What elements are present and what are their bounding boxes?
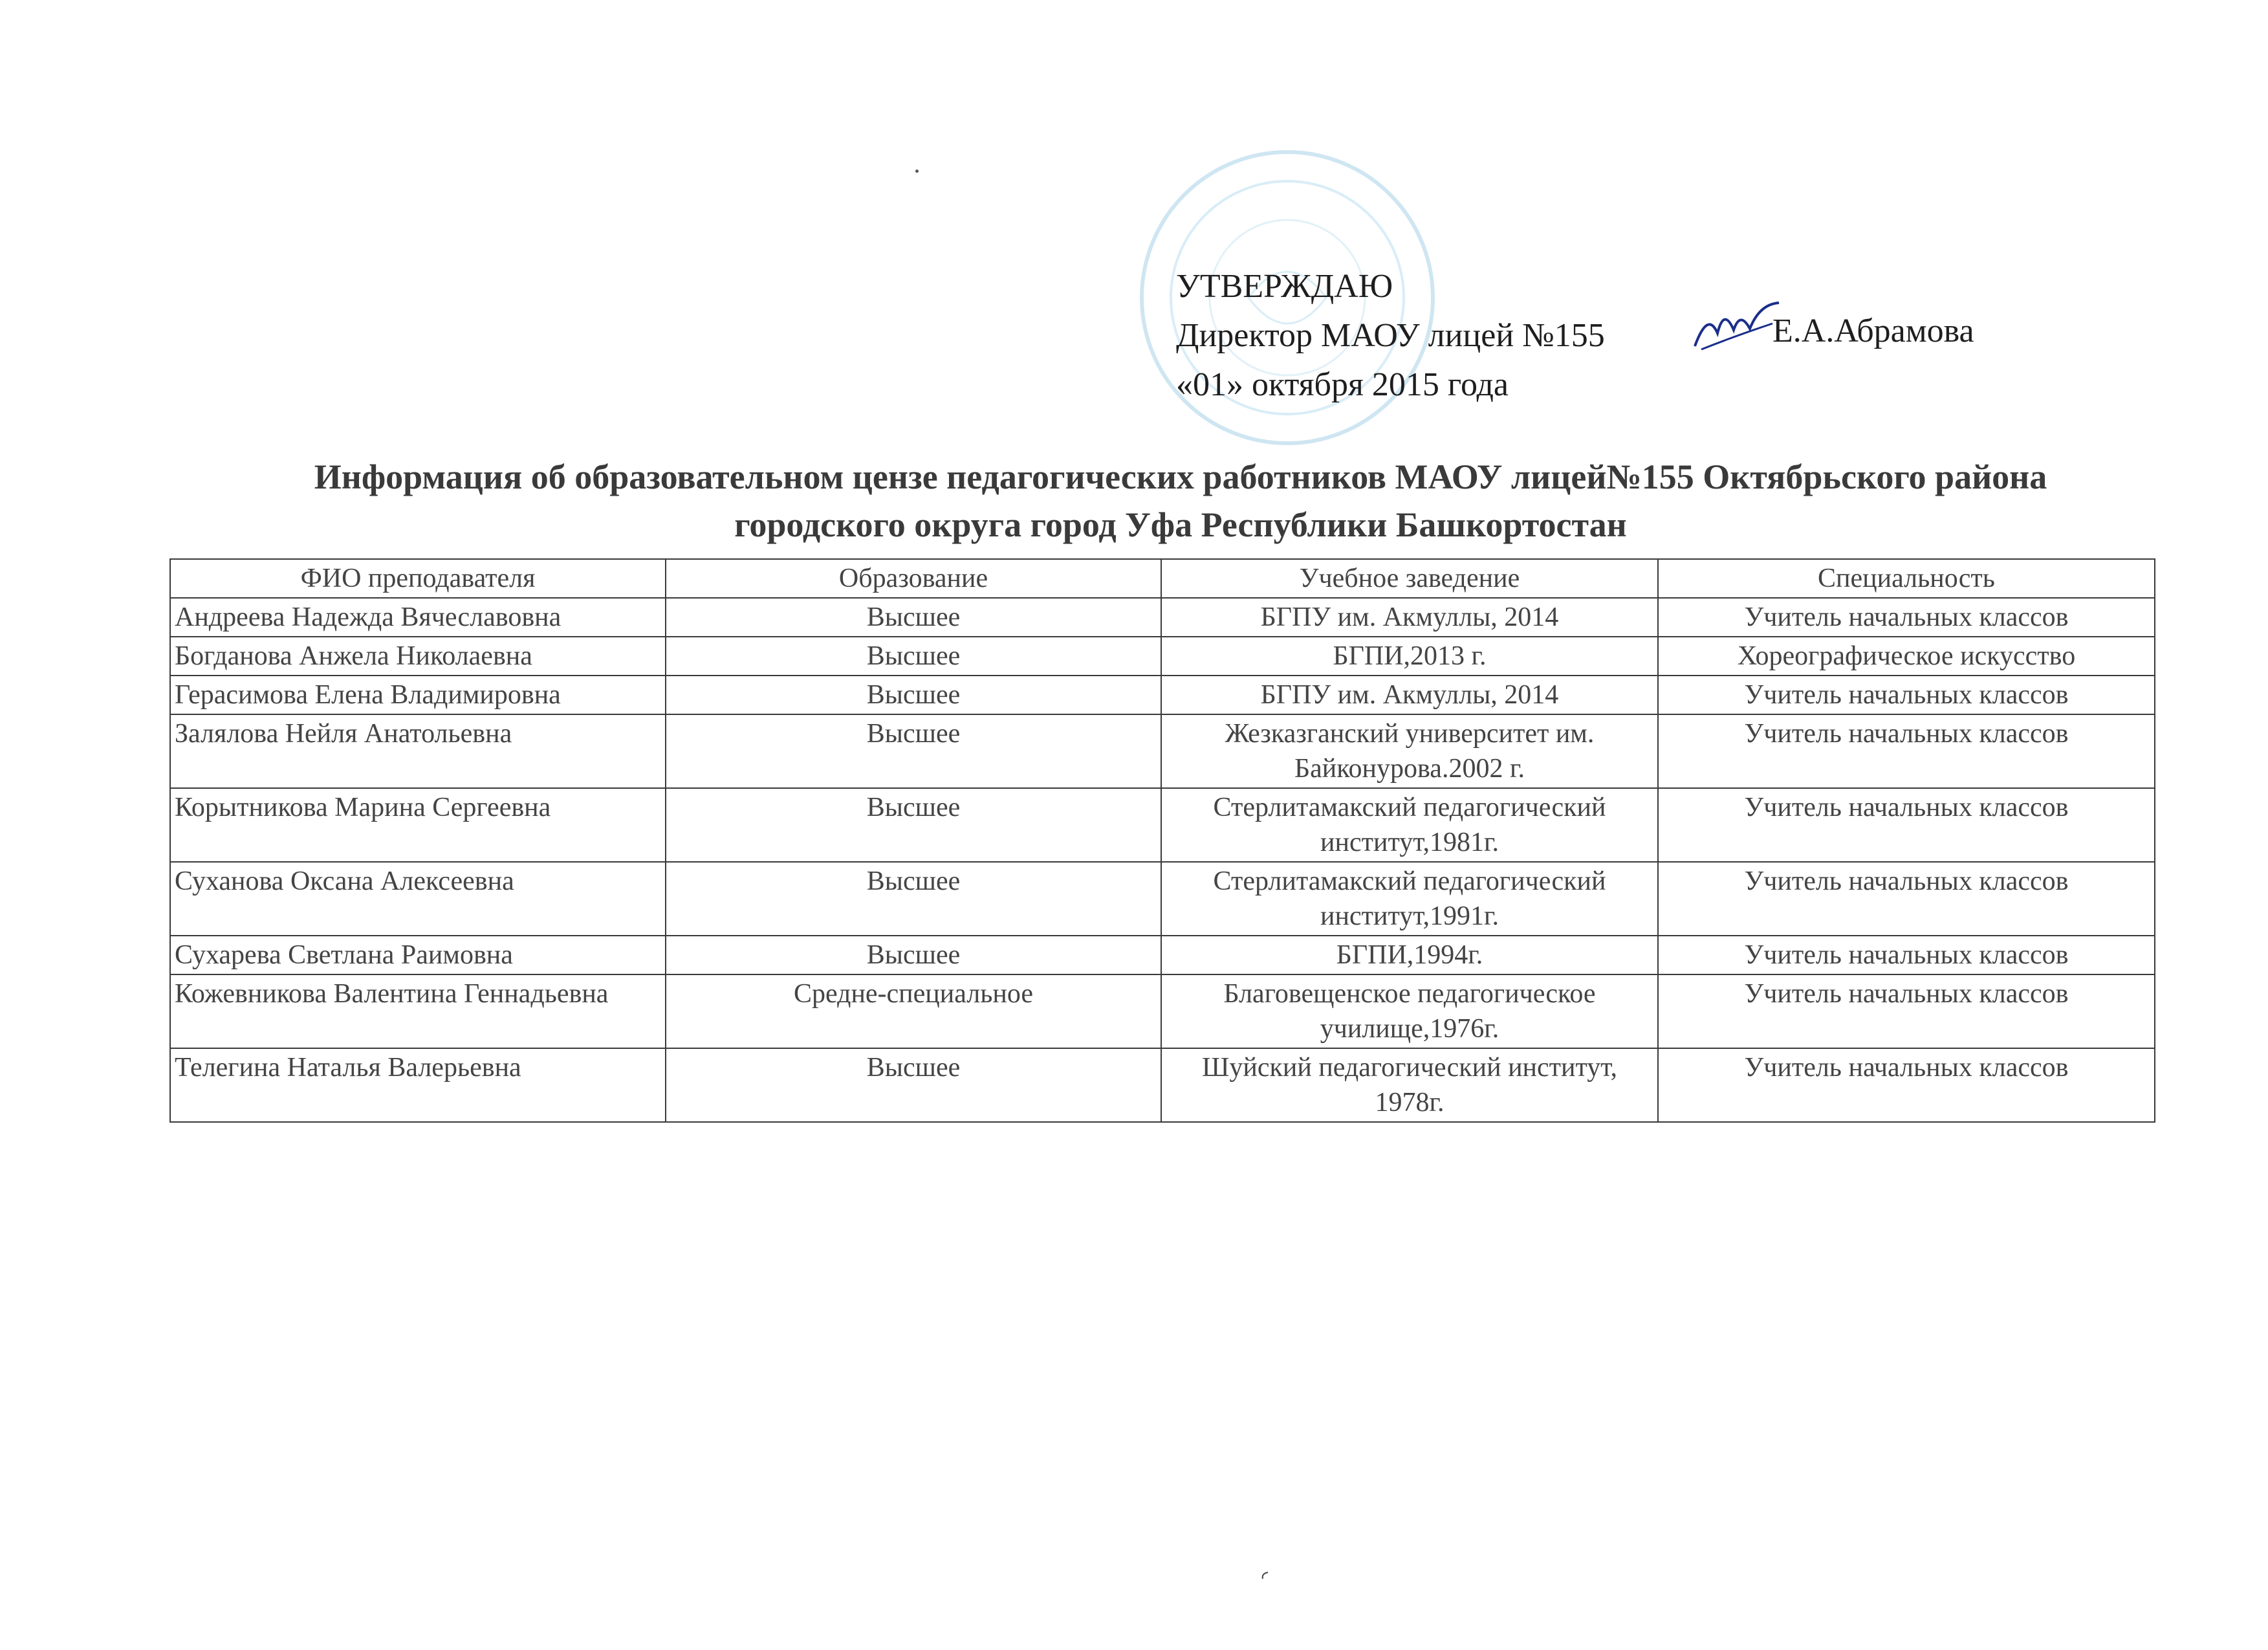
cell-institution: БГПУ им. Акмуллы, 2014 bbox=[1161, 598, 1658, 637]
cell-specialty: Учитель начальных классов bbox=[1658, 1048, 2155, 1122]
cell-specialty: Учитель начальных классов bbox=[1658, 936, 2155, 974]
title-line-1: Информация об образовательном цензе педагогических работников МАОУ лицей№155 Октябрьского района bbox=[314, 457, 2047, 496]
document-title bbox=[168, 453, 2193, 549]
cell-fio: Сухарева Светлана Раимовна bbox=[170, 936, 666, 974]
table-row bbox=[170, 974, 2155, 1048]
director-title: Директор МАОУ лицей №155 bbox=[1176, 317, 1605, 354]
cell-fio: Герасимова Елена Владимировна bbox=[170, 676, 666, 714]
director-signature bbox=[1688, 298, 1785, 356]
scan-mark bbox=[1259, 1571, 1272, 1580]
header-institution: Учебное заведение bbox=[1161, 559, 1658, 598]
cell-fio: Андреева Надежда Вячеславовна bbox=[170, 598, 666, 637]
approval-block bbox=[1176, 262, 1605, 410]
cell-fio: Богданова Анжела Николаевна bbox=[170, 637, 666, 676]
approval-date: «01» октября 2015 года bbox=[1176, 366, 1509, 403]
table-row bbox=[170, 598, 2155, 637]
cell-education: Высшее bbox=[666, 714, 1161, 788]
cell-specialty: Учитель начальных классов bbox=[1658, 714, 2155, 788]
table-row bbox=[170, 788, 2155, 862]
cell-institution: Шуйский педагогический институт, 1978г. bbox=[1161, 1048, 1658, 1122]
cell-fio: Залялова Нейля Анатольевна bbox=[170, 714, 666, 788]
cell-fio: Суханова Оксана Алексеевна bbox=[170, 862, 666, 936]
cell-institution: БГПУ им. Акмуллы, 2014 bbox=[1161, 676, 1658, 714]
cell-education: Высшее bbox=[666, 788, 1161, 862]
cell-specialty: Учитель начальных классов bbox=[1658, 676, 2155, 714]
cell-specialty: Учитель начальных классов bbox=[1658, 788, 2155, 862]
cell-specialty: Учитель начальных классов bbox=[1658, 862, 2155, 936]
cell-education: Высшее bbox=[666, 1048, 1161, 1122]
cell-education: Высшее bbox=[666, 676, 1161, 714]
cell-fio: Телегина Наталья Валерьевна bbox=[170, 1048, 666, 1122]
table-row bbox=[170, 1048, 2155, 1122]
cell-specialty: Учитель начальных классов bbox=[1658, 974, 2155, 1048]
cell-institution: Благовещенское педагогическое училище,1976г. bbox=[1161, 974, 1658, 1048]
director-name: Е.А.Абрамова bbox=[1772, 313, 1974, 349]
cell-specialty: Хореографическое искусство bbox=[1658, 637, 2155, 676]
cell-education: Высшее bbox=[666, 936, 1161, 974]
title-line-2: городского округа город Уфа Республики Башкортостан bbox=[734, 505, 1627, 544]
cell-fio: Кожевникова Валентина Геннадьевна bbox=[170, 974, 666, 1048]
header-fio: ФИО преподавателя bbox=[170, 559, 666, 598]
cell-institution: Стерлитамакский педагогический институт,1981г. bbox=[1161, 788, 1658, 862]
table-row bbox=[170, 676, 2155, 714]
scan-speck bbox=[915, 170, 919, 173]
header-specialty: Специальность bbox=[1658, 559, 2155, 598]
table-row bbox=[170, 862, 2155, 936]
table-row bbox=[170, 637, 2155, 676]
cell-institution: БГПИ,2013 г. bbox=[1161, 637, 1658, 676]
staff-education-table bbox=[169, 558, 2155, 1123]
cell-specialty: Учитель начальных классов bbox=[1658, 598, 2155, 637]
cell-institution: БГПИ,1994г. bbox=[1161, 936, 1658, 974]
table-row bbox=[170, 714, 2155, 788]
table-header-row bbox=[170, 559, 2155, 598]
cell-education: Высшее bbox=[666, 598, 1161, 637]
header-education: Образование bbox=[666, 559, 1161, 598]
cell-education: Высшее bbox=[666, 862, 1161, 936]
cell-education: Средне-специальное bbox=[666, 974, 1161, 1048]
table-row bbox=[170, 936, 2155, 974]
cell-institution: Жезказганский университет им. Байконурова.2002 г. bbox=[1161, 714, 1658, 788]
cell-fio: Корытникова Марина Сергеевна bbox=[170, 788, 666, 862]
cell-education: Высшее bbox=[666, 637, 1161, 676]
cell-institution: Стерлитамакский педагогический институт,1991г. bbox=[1161, 862, 1658, 936]
approve-label: УТВЕРЖДАЮ bbox=[1176, 268, 1393, 305]
